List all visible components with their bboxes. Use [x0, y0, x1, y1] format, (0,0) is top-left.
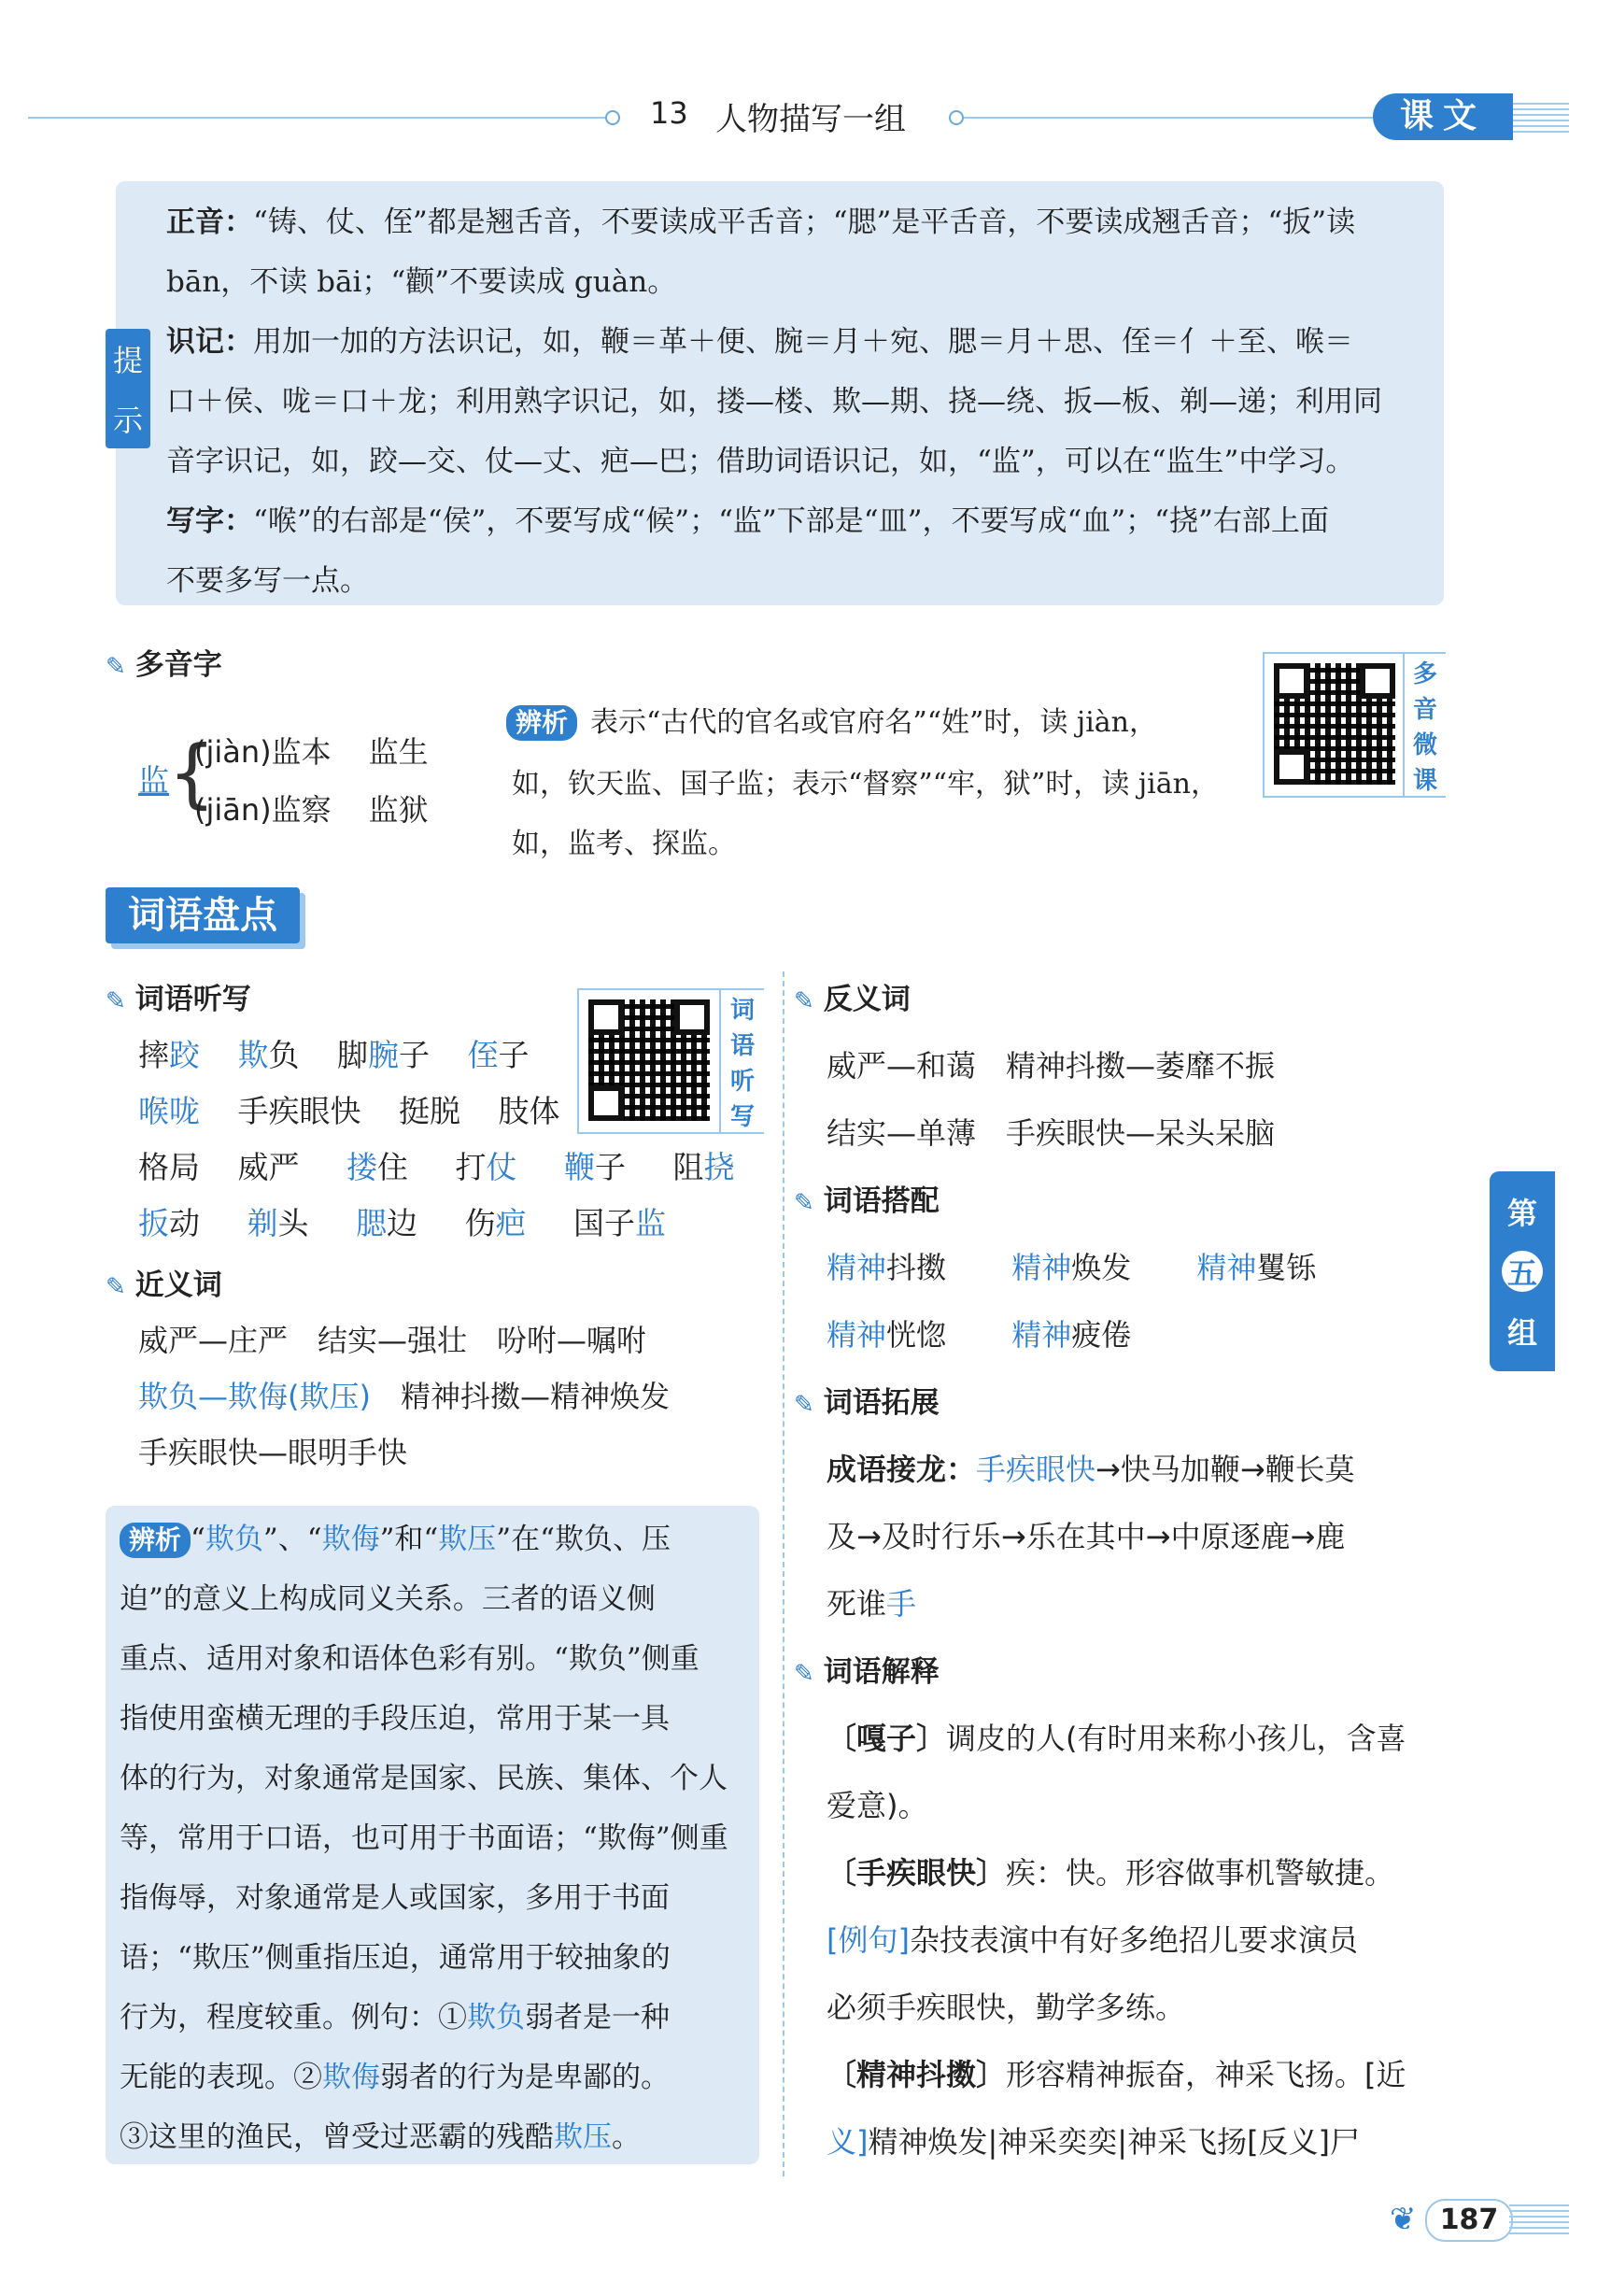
- header-dot-right: [949, 110, 964, 125]
- tip-line-6: [166, 497, 1329, 539]
- analysis-line-11: ③这里的渔民，曾受过恶霸的残酷欺压。: [120, 2120, 641, 2154]
- antonyms-heading-text: 反义词: [823, 983, 911, 1016]
- dictation-word: 喉咙: [138, 1093, 200, 1129]
- collocation-row-1: [827, 1244, 1316, 1287]
- synonyms-row-2: [138, 1373, 670, 1416]
- qr-corner: [588, 999, 624, 1035]
- pencil-icon: ✎: [794, 1391, 814, 1419]
- page-number: 187: [1425, 2199, 1513, 2242]
- polyphone-reading-2: (jiān)监察: [194, 792, 332, 828]
- expansion-line-2: 及→及时行乐→乐在其中→中原逐鹿→鹿: [827, 1519, 1346, 1554]
- tip-text: 不要多写一点。: [166, 564, 369, 598]
- synonyms-heading: [106, 1261, 222, 1303]
- dictation-word: 搂住: [346, 1149, 408, 1185]
- lesson-title: 人物描写一组: [715, 101, 906, 138]
- header-stripes: [1513, 103, 1569, 136]
- polyphone-brace: {: [168, 730, 216, 816]
- tip-text: “铸、仗、侄”都是翘舌音，不要读成平舌音；“腮”是平舌音，不要读成翘舌音；“扳”读: [253, 206, 1356, 239]
- pencil-icon: ✎: [106, 987, 126, 1015]
- header-line-left: [28, 117, 607, 119]
- qr-corner: [1274, 749, 1309, 785]
- synonyms-row-1: 威严—庄严 结实—强壮 吩咐—嘱咐: [138, 1323, 647, 1358]
- bianxi-badge: 辨析: [506, 705, 577, 741]
- collocation-heading-text: 词语搭配: [823, 1184, 940, 1218]
- bianxi-badge: 辨析: [120, 1523, 191, 1558]
- side-tab-number: 五: [1502, 1251, 1543, 1292]
- synonym-pair-highlight: 欺负—欺侮(欺压): [138, 1379, 371, 1414]
- expansion-heading-text: 词语拓展: [823, 1386, 940, 1420]
- explanation-heading-text: 词语解释: [823, 1655, 940, 1689]
- synonyms-row-3: 手疾眼快—眼明手快: [138, 1435, 408, 1470]
- leaf-icon: ❦: [1390, 2201, 1417, 2238]
- polyphone-heading-text: 多音字: [134, 648, 222, 682]
- expansion-first: 手疾眼快: [976, 1452, 1096, 1487]
- dictation-word: 腮边: [356, 1205, 417, 1241]
- tip-tab: [106, 329, 150, 448]
- qr-corner: [1274, 663, 1309, 699]
- polyphone-word-1: 监生: [368, 734, 429, 770]
- explanation-line-4: [例句]杂技表演中有好多绝招儿要求演员: [827, 1922, 1358, 1958]
- polyphone-word-2: 监狱: [368, 792, 429, 828]
- analysis-line-3: 重点、适用对象和语体色彩有别。“欺负”侧重: [120, 1642, 700, 1676]
- qr-label-char: 音: [1412, 695, 1437, 724]
- polyphone-row-2: [194, 787, 429, 829]
- polyphone-analysis-line-2: 如，钦天监、国子监；表示“督察”“牢，狱”时，读 jiān，: [512, 768, 1219, 801]
- dictation-word: 国子监: [573, 1205, 666, 1241]
- dictation-word: 欺负: [237, 1037, 300, 1073]
- qr-corner: [588, 1085, 624, 1121]
- tip-text: 口＋侯、咙＝口＋龙；利用熟字识记，如，搂—楼、欺—期、挠—绕、扳—板、剃—递；利用同: [166, 385, 1382, 418]
- polyphone-analysis-text: 表示“古代的官名或官府名”“姓”时，读 jiàn，: [590, 706, 1158, 739]
- header-line-right: [964, 117, 1375, 119]
- dictation-row-4: [138, 1199, 666, 1243]
- dictation-row-2: [138, 1087, 560, 1131]
- footer-stripes: [1509, 2204, 1569, 2236]
- pencil-icon: ✎: [794, 1660, 814, 1688]
- analysis-line-8: 语；“欺压”侧重指压迫，通常用于较抽象的: [120, 1941, 671, 1975]
- polyphone-heading: [106, 641, 222, 683]
- polyphone-analysis-line-1: [506, 699, 1157, 741]
- expansion-label: 成语接龙：: [827, 1452, 977, 1487]
- tip-line-7: [166, 557, 369, 599]
- unit-side-tab[interactable]: [1490, 1171, 1555, 1371]
- explanation-line-3: 〔手疾眼快〕疾：快。形容做事机警敏捷。: [827, 1855, 1395, 1891]
- expansion-line-1: [827, 1446, 1355, 1489]
- dictation-word: 打仗: [455, 1149, 517, 1185]
- badge-text: 课文: [1399, 97, 1486, 135]
- collocation-item: 精神恍惚: [827, 1317, 947, 1353]
- qr-label: [1403, 654, 1446, 796]
- tip-line-5: [166, 437, 1354, 479]
- qr-label-char: 写: [729, 1102, 755, 1131]
- dictation-word: 威严: [237, 1149, 300, 1185]
- dictation-word: 手疾眼快: [237, 1093, 361, 1129]
- analysis-line-4: 指使用蛮横无理的手段压迫，常用于某一具: [120, 1702, 670, 1736]
- dictation-row-1: [138, 1031, 530, 1075]
- tip-text: 用加一加的方法识记，如，鞭＝革＋便、腕＝月＋宛、腮＝月＋思、侄＝亻＋至、喉＝: [253, 325, 1353, 359]
- analysis-line-6: 等，常用于口语，也可用于书面语；“欺侮”侧重: [120, 1821, 728, 1855]
- tip-tab-char-2: 示: [112, 403, 143, 438]
- analysis-line-5: 体的行为，对象通常是国家、民族、集体、个人: [120, 1762, 728, 1795]
- expansion-heading: [794, 1379, 940, 1421]
- analysis-line-1: 辨析 “欺负”、“欺侮”和“欺压”在“欺负、压: [120, 1515, 671, 1558]
- pencil-icon: ✎: [794, 987, 814, 1015]
- tip-tab-char-1: 提: [112, 343, 143, 378]
- dictation-word: 格局: [138, 1149, 200, 1185]
- expansion-line-3: 死谁手: [827, 1586, 917, 1622]
- qr-label-char: 多: [1412, 659, 1437, 688]
- qr-label-char: 听: [729, 1067, 755, 1096]
- synonym-pair: 精神抖擞—精神焕发: [370, 1379, 670, 1414]
- antonyms-heading: [794, 975, 911, 1017]
- collocation-item: 精神焕发: [1011, 1250, 1132, 1285]
- tip-line-4: [166, 377, 1382, 419]
- explanation-heading: [794, 1648, 940, 1690]
- tip-text: “喉”的右部是“侯”，不要写成“候”；“监”下部是“皿”，不要写成“血”；“挠”右部上面: [253, 504, 1329, 538]
- dictation-qr-code[interactable]: [577, 988, 764, 1134]
- polyphone-char: 监: [138, 762, 169, 799]
- dictation-word: 摔跤: [138, 1037, 200, 1073]
- dictation-word: 鞭子: [564, 1149, 626, 1185]
- tip-line-1: [166, 198, 1355, 240]
- dictation-word: 伤疤: [464, 1205, 527, 1241]
- analysis-line-2: 迫”的意义上构成同义关系。三者的语义侧: [120, 1582, 656, 1616]
- collocation-heading: [794, 1177, 940, 1219]
- dictation-word: 挺脱: [399, 1093, 460, 1129]
- collocation-item: 精神矍铄: [1196, 1250, 1317, 1285]
- explanation-line-7: 义]精神焕发|神采奕奕|神采飞扬[反义]尸: [827, 2124, 1361, 2160]
- polyphone-qr-code[interactable]: [1263, 652, 1446, 798]
- collocation-item: 精神抖擞: [827, 1250, 947, 1285]
- explanation-line-2: 爱意)。: [827, 1788, 928, 1823]
- polyphone-row-1: [194, 729, 429, 772]
- dictation-heading: [106, 975, 251, 1017]
- qr-corner: [674, 999, 710, 1035]
- explanation-line-1: 〔嘎子〕调皮的人(有时用来称小孩儿，含喜: [827, 1721, 1406, 1756]
- qr-label-char: 词: [729, 996, 755, 1025]
- side-tab-char: 第: [1506, 1195, 1537, 1231]
- analysis-line-9: 行为，程度较重。例句：①欺负弱者是一种: [120, 2001, 670, 2034]
- antonyms-row-1: 威严—和蔼 精神抖擞—萎靡不振: [827, 1048, 1276, 1084]
- qr-label: [719, 990, 764, 1132]
- tip-line-3: [166, 318, 1353, 360]
- dictation-word: 脚腕子: [337, 1037, 430, 1073]
- tip-label: 识记：: [166, 325, 253, 359]
- analysis-line-7: 指侮辱，对象通常是人或国家，多用于书面: [120, 1881, 670, 1915]
- dictation-word: 剃头: [247, 1205, 309, 1241]
- dictation-word: 阻挠: [672, 1149, 735, 1185]
- pencil-icon: ✎: [106, 1273, 126, 1301]
- pencil-icon: ✎: [794, 1189, 814, 1217]
- analysis-line-10: 无能的表现。②欺侮弱者的行为是卑鄙的。: [120, 2061, 670, 2094]
- dictation-word: 肢体: [498, 1093, 560, 1129]
- qr-label-char: 微: [1412, 730, 1437, 759]
- header-dot-left: [605, 110, 620, 125]
- lesson-badge: [1373, 93, 1513, 140]
- lesson-number: 13: [650, 95, 688, 131]
- polyphone-reading-1: (jiàn)监本: [194, 734, 332, 770]
- tip-text: 音字识记，如，跤—交、仗—丈、疤—巴；借助词语识记，如，“监”，可以在“监生”中学习。: [166, 445, 1355, 478]
- tip-line-2: [166, 258, 676, 300]
- section-title: 词语盘点: [106, 887, 300, 943]
- dictation-word: 扳动: [138, 1205, 200, 1241]
- expansion-chain: →快马加鞭→鞭长莫: [1095, 1452, 1355, 1487]
- tip-text: bān，不读 bāi；“颧”不要读成 guàn。: [166, 265, 677, 299]
- explanation-line-6: 〔精神抖擞〕形容精神振奋，神采飞扬。[近: [827, 2057, 1406, 2092]
- pencil-icon: ✎: [106, 653, 126, 681]
- antonyms-row-2: 结实—单薄 手疾眼快—呆头呆脑: [827, 1115, 1276, 1151]
- tip-label: 写字：: [166, 504, 253, 538]
- column-divider: [783, 971, 784, 2176]
- dictation-word: 侄子: [467, 1037, 530, 1073]
- explanation-line-5: 必须手疾眼快，勤学多练。: [827, 1990, 1186, 2025]
- collocation-row-2: [827, 1311, 1131, 1354]
- polyphone-analysis-line-3: 如，监考、探监。: [512, 828, 736, 860]
- dictation-heading-text: 词语听写: [134, 983, 251, 1016]
- tip-label: 正音：: [166, 206, 253, 239]
- synonyms-heading-text: 近义词: [134, 1268, 222, 1302]
- qr-label-char: 课: [1412, 766, 1437, 795]
- side-tab-char: 组: [1506, 1315, 1537, 1352]
- qr-label-char: 语: [729, 1031, 755, 1060]
- dictation-row-3: [138, 1143, 735, 1187]
- collocation-item: 精神疲倦: [1011, 1317, 1132, 1353]
- qr-corner: [1360, 663, 1395, 699]
